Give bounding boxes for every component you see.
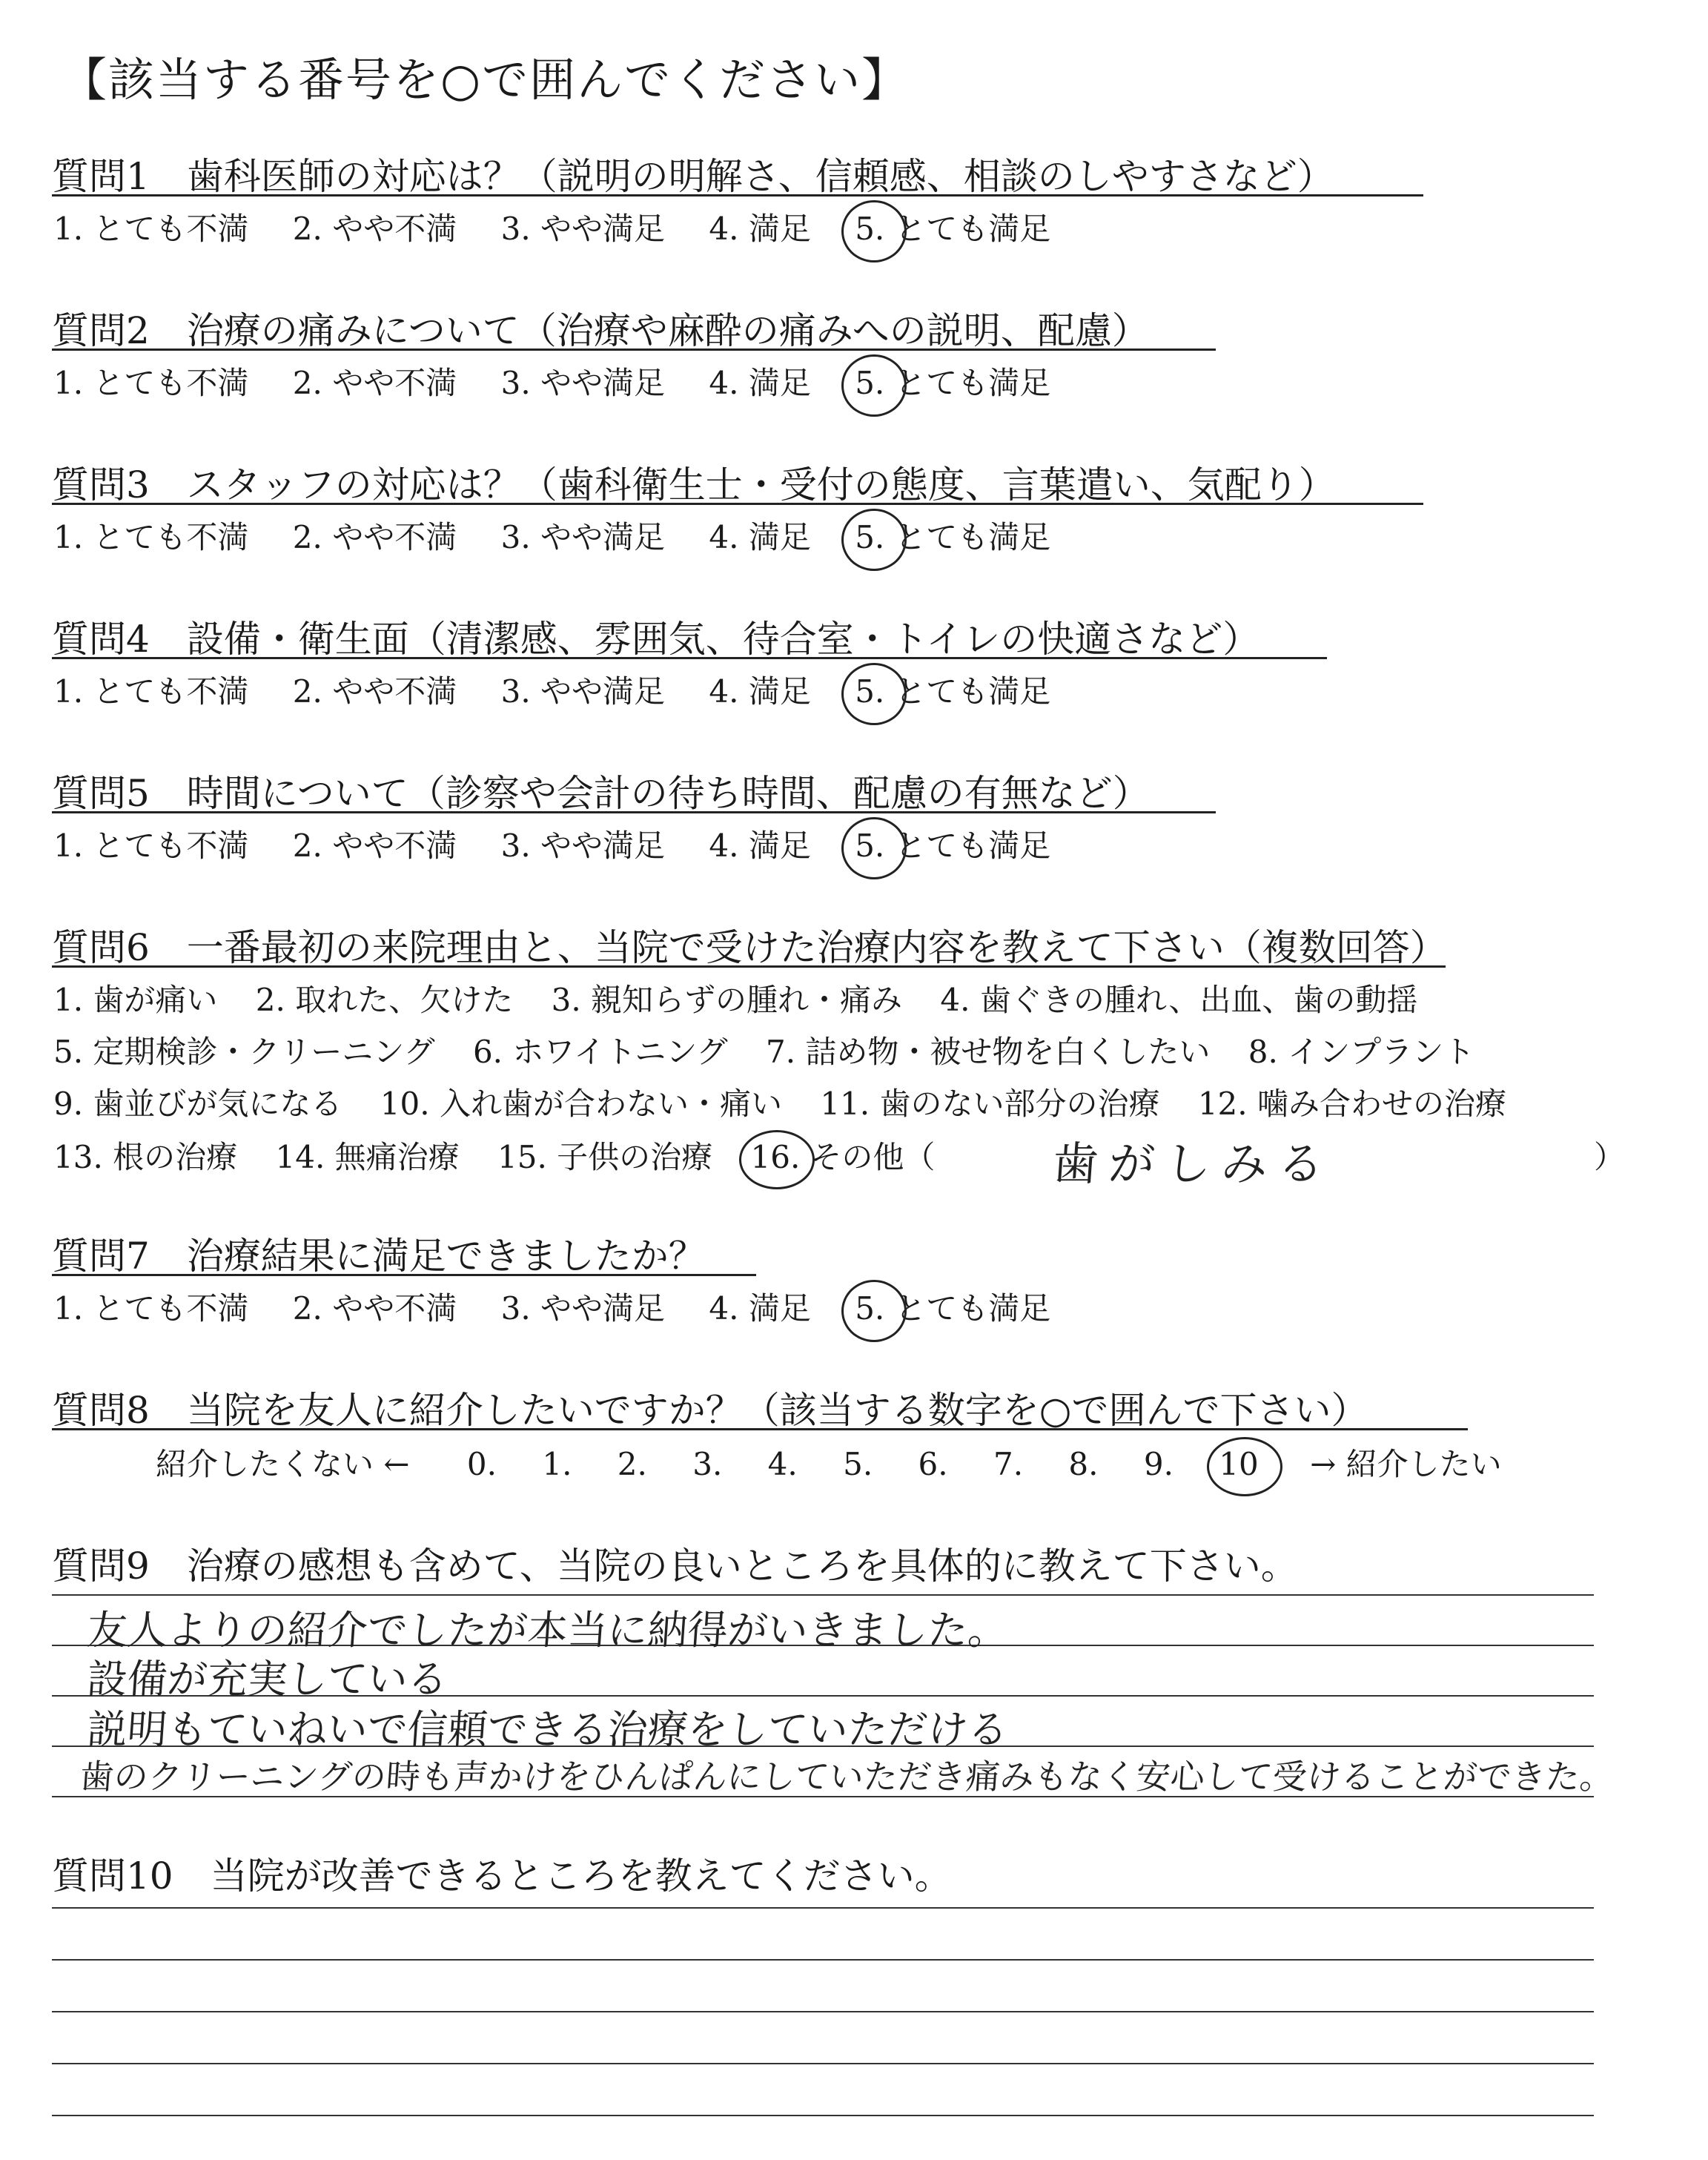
q2-option-5-label: とても満足 <box>895 365 1051 401</box>
q8-option-3[interactable]: 3. <box>692 1446 723 1482</box>
q1-option-5-circled[interactable]: 5. <box>855 211 885 247</box>
q6-option[interactable]: 4. 歯ぐきの腫れ、出血、歯の動揺 <box>940 982 1418 1018</box>
q6-option-16-circled[interactable]: 16. <box>750 1139 801 1175</box>
q10-title: 質問10 当院が改善できるところを教えてください。 <box>52 1855 952 1898</box>
q2-underline <box>52 349 1216 351</box>
q6-option[interactable]: 3. 親知らずの腫れ・痛み <box>551 982 903 1018</box>
q6-option[interactable]: 6. ホワイトニング <box>472 1034 728 1070</box>
q7-underline <box>52 1274 756 1276</box>
q8-left-label: 紹介したくない ← <box>156 1446 410 1482</box>
q1-options <box>53 205 1085 249</box>
q2-option-2[interactable]: 2. やや不満 <box>292 365 457 401</box>
q8-option-6[interactable]: 6. <box>918 1446 948 1482</box>
q10-write-line[interactable] <box>52 2063 1594 2064</box>
q6-option[interactable]: 12. 噛み合わせの治療 <box>1197 1086 1506 1122</box>
q3-option-1[interactable]: 1. とても不満 <box>53 519 249 555</box>
q8-option-2[interactable]: 2. <box>617 1446 647 1482</box>
q6-row-2 <box>53 1028 1503 1072</box>
q4-option-3[interactable]: 3. やや満足 <box>500 673 666 710</box>
q6-underline <box>52 965 1446 968</box>
q3-options <box>53 513 1085 558</box>
q2-option-5-circled[interactable]: 5. <box>855 365 885 401</box>
q4-options <box>53 667 1085 712</box>
q7-option-5-circled[interactable]: 5. <box>855 1290 885 1327</box>
q7-options <box>53 1284 1085 1329</box>
q8-option-7[interactable]: 7. <box>993 1446 1024 1482</box>
q9-answer-line-2[interactable]: 設備が充実している <box>85 1656 449 1702</box>
q1-option-1[interactable]: 1. とても不満 <box>53 211 249 247</box>
q8-option-10-circled[interactable]: 10 <box>1219 1446 1259 1482</box>
q3-title: 質問3 スタッフの対応は？（歯科衛生士・受付の態度、言葉遣い、気配り） <box>52 463 1336 506</box>
q8-option-8[interactable]: 8. <box>1068 1446 1099 1482</box>
q2-option-4[interactable]: 4. 満足 <box>709 365 811 401</box>
q6-option[interactable]: 13. 根の治療 <box>53 1139 238 1175</box>
q10-write-line[interactable] <box>52 2115 1594 2116</box>
q8-option-9[interactable]: 9. <box>1143 1446 1174 1482</box>
q5-option-5-circled[interactable]: 5. <box>855 828 885 864</box>
q6-title: 質問6 一番最初の来院理由と、当院で受けた治療内容を教えて下さい（複数回答） <box>52 926 1447 969</box>
q5-option-1[interactable]: 1. とても不満 <box>53 828 249 864</box>
q6-option[interactable]: 1. 歯が痛い <box>53 982 218 1018</box>
q4-option-2[interactable]: 2. やや不満 <box>292 673 457 710</box>
q10-write-line[interactable] <box>52 1959 1594 1961</box>
q8-option-0[interactable]: 0. <box>466 1446 497 1482</box>
q1-option-3[interactable]: 3. やや満足 <box>500 211 666 247</box>
q10-write-line[interactable] <box>52 2011 1594 2012</box>
form-header: 【該当する番号を○で囲んでください】 <box>61 53 910 107</box>
q6-row-1 <box>53 976 1446 1020</box>
q2-option-1[interactable]: 1. とても不満 <box>53 365 249 401</box>
q8-right-label: → 紹介したい <box>1310 1446 1502 1482</box>
q6-option[interactable]: 7. 詰め物・被せ物を白くしたい <box>765 1034 1211 1070</box>
q7-option-2[interactable]: 2. やや不満 <box>292 1290 457 1327</box>
q6-option[interactable]: 2. 取れた、欠けた <box>255 982 514 1018</box>
q10-write-line[interactable] <box>52 1907 1594 1909</box>
q6-row-3 <box>53 1080 1535 1124</box>
q2-title: 質問2 治療の痛みについて（治療や麻酔の痛みへの説明、配慮） <box>52 309 1149 352</box>
q4-title: 質問4 設備・衛生面（清潔感、雰囲気、待合室・トイレの快適さなど） <box>52 618 1260 661</box>
q4-option-5-label: とても満足 <box>895 673 1051 710</box>
q1-option-4[interactable]: 4. 満足 <box>709 211 811 247</box>
q5-option-2[interactable]: 2. やや不満 <box>292 828 457 864</box>
q7-option-5-label: とても満足 <box>895 1290 1051 1327</box>
q4-option-4[interactable]: 4. 満足 <box>709 673 811 710</box>
q9-title: 質問9 治療の感想も含めて、当院の良いところを具体的に教えて下さい。 <box>52 1545 1298 1588</box>
q3-option-4[interactable]: 4. 満足 <box>709 519 811 555</box>
q1-title: 質問1 歯科医師の対応は？（説明の明解さ、信頼感、相談のしやすさなど） <box>52 155 1334 198</box>
q6-other-label: その他（ <box>810 1139 936 1175</box>
q9-answer-line-4[interactable]: 歯のクリーニングの時も声かけをひんぱんにしていただき痛みもなく安心して受けることができた。 <box>78 1757 1615 1797</box>
q5-option-3[interactable]: 3. やや満足 <box>500 828 666 864</box>
q2-options <box>53 359 1085 403</box>
q7-option-1[interactable]: 1. とても不満 <box>53 1290 249 1327</box>
q5-options <box>53 822 1085 866</box>
q1-option-5-label: とても満足 <box>895 211 1051 247</box>
q3-option-5-label: とても満足 <box>895 519 1051 555</box>
q2-option-3[interactable]: 3. やや満足 <box>500 365 666 401</box>
q5-option-5-label: とても満足 <box>895 828 1051 864</box>
q3-option-5-circled[interactable]: 5. <box>855 519 885 555</box>
q6-option[interactable]: 5. 定期検診・クリーニング <box>53 1034 435 1070</box>
q6-other-answer[interactable]: 歯がしみる <box>1050 1137 1337 1191</box>
q3-option-3[interactable]: 3. やや満足 <box>500 519 666 555</box>
q9-write-line <box>52 1594 1594 1596</box>
q4-option-5-circled[interactable]: 5. <box>855 673 885 710</box>
q6-other-close: ） <box>1594 1139 1626 1175</box>
q9-answer-line-3[interactable]: 説明もていねいで信頼できる治療をしていただける <box>85 1706 1010 1753</box>
q7-option-3[interactable]: 3. やや満足 <box>500 1290 666 1327</box>
q6-option[interactable]: 8. インプラント <box>1248 1034 1475 1070</box>
q4-underline <box>52 657 1327 659</box>
q1-option-2[interactable]: 2. やや不満 <box>292 211 457 247</box>
q3-option-2[interactable]: 2. やや不満 <box>292 519 457 555</box>
q6-option[interactable]: 9. 歯並びが気になる <box>53 1086 342 1122</box>
q6-option[interactable]: 14. 無痛治療 <box>275 1139 460 1175</box>
q8-underline <box>52 1428 1468 1430</box>
q5-option-4[interactable]: 4. 満足 <box>709 828 811 864</box>
q6-option[interactable]: 10. 入れ歯が合わない・痛い <box>380 1086 782 1122</box>
q6-option[interactable]: 15. 子供の治療 <box>497 1139 713 1175</box>
q1-underline <box>52 194 1423 196</box>
q7-option-4[interactable]: 4. 満足 <box>709 1290 811 1327</box>
q4-option-1[interactable]: 1. とても不満 <box>53 673 249 710</box>
q8-title: 質問8 当院を友人に紹介したいですか？（該当する数字を○で囲んで下さい） <box>52 1389 1368 1432</box>
q8-scale <box>156 1440 1502 1484</box>
q3-underline <box>52 503 1423 505</box>
q6-row-4 <box>53 1133 963 1178</box>
q9-answer-line-1[interactable]: 友人よりの紹介でしたが本当に納得がいきました。 <box>85 1607 1010 1654</box>
q8-option-1[interactable]: 1. <box>542 1446 572 1482</box>
q5-underline <box>52 811 1216 813</box>
q7-title: 質問7 治療結果に満足できましたか？ <box>52 1235 706 1278</box>
q6-option[interactable]: 11. 歯のない部分の治療 <box>820 1086 1160 1122</box>
q8-option-4[interactable]: 4. <box>767 1446 798 1482</box>
q5-title: 質問5 時間について（診察や会計の待ち時間、配慮の有無など） <box>52 772 1150 815</box>
q8-option-5[interactable]: 5. <box>843 1446 873 1482</box>
